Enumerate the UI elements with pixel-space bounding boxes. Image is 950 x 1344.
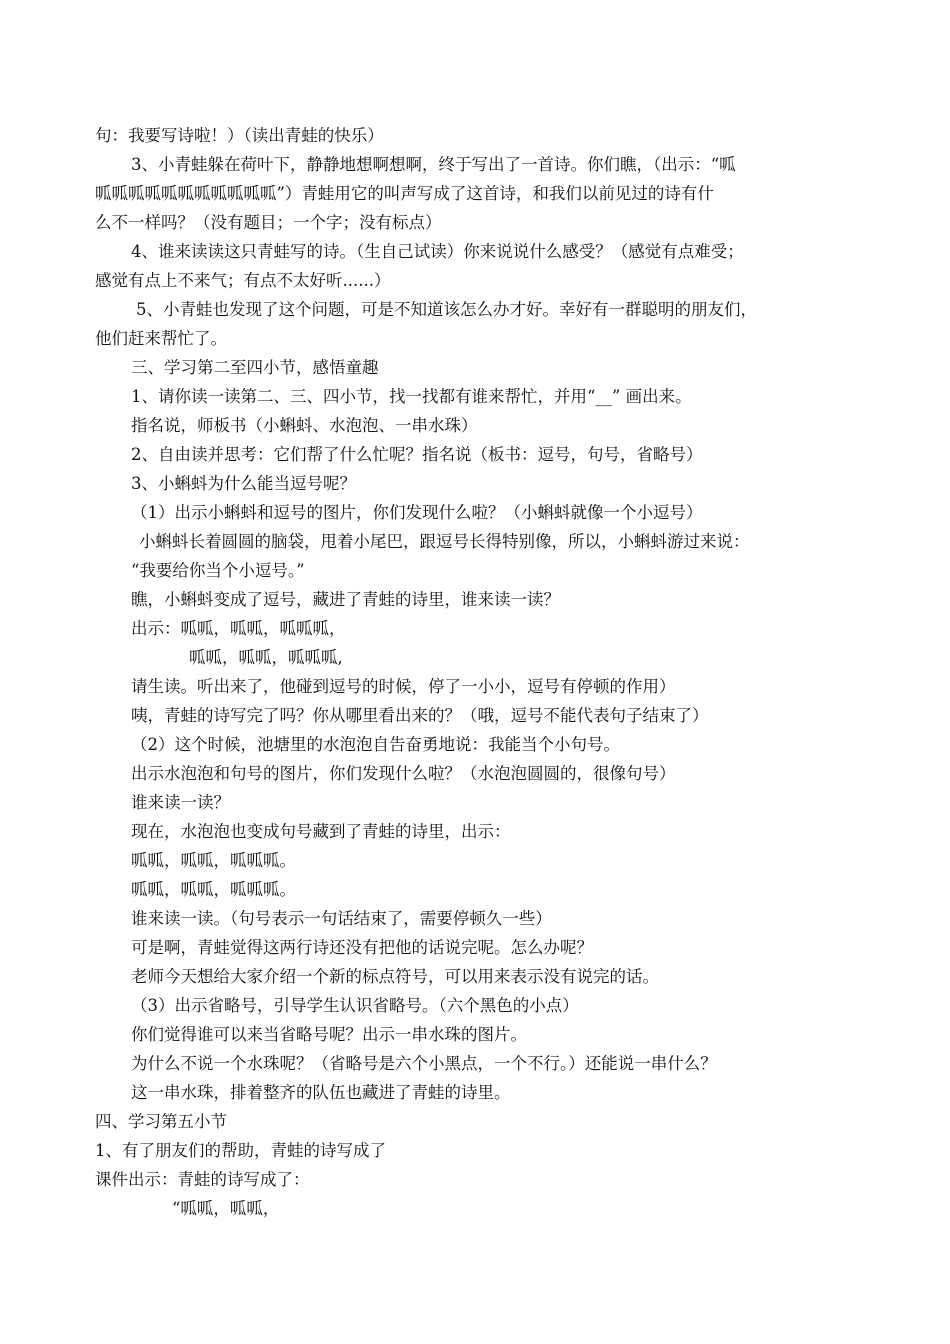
- text-line: 4、谁来读读这只青蛙写的诗。（生自己试读）你来说说什么感受？（感觉有点难受；: [131, 242, 744, 261]
- text-line: （1）出示小蝌蚪和逗号的图片，你们发现什么啦？（小蝌蚪就像一个小逗号）: [131, 503, 703, 522]
- text-line: 3、小蝌蚪为什么能当逗号呢？: [131, 474, 356, 493]
- text-line: 为什么不说一个水珠呢？（省略号是六个小黑点，一个不行。）还能说一串什么？: [131, 1054, 717, 1073]
- text-line: 这一串水珠，排着整齐的队伍也藏进了青蛙的诗里。: [131, 1083, 511, 1102]
- poem-line: 呱呱，呱呱，呱呱呱。: [131, 880, 296, 899]
- poem-line: 出示：呱呱，呱呱，呱呱呱，: [131, 619, 346, 638]
- poem-line: 呱呱，呱呱，呱呱呱,: [189, 648, 343, 667]
- text-line: 现在，水泡泡也变成句号藏到了青蛙的诗里，出示：: [131, 822, 511, 841]
- text-line: 谁来读一读？: [131, 793, 230, 812]
- text-line: 么不一样吗？（没有题目；一个字；没有标点）: [95, 213, 442, 232]
- text-line: 1、有了朋友们的帮助，青蛙的诗写成了: [95, 1141, 386, 1160]
- text-line: 可是啊，青蛙觉得这两行诗还没有把他的话说完呢。怎么办呢？: [131, 938, 593, 957]
- text-line: 指名说，师板书（小蝌蚪、水泡泡、一串水珠）: [131, 416, 478, 435]
- text-line: 呱呱呱呱呱呱呱呱呱呱呱”）青蛙用它的叫声写成了这首诗，和我们以前见过的诗有什: [95, 184, 714, 203]
- text-line: 咦，青蛙的诗写完了吗？你从哪里看出来的？（哦，逗号不能代表句子结束了）: [131, 706, 709, 725]
- text-line: 你们觉得谁可以来当省略号呢？出示一串水珠的图片。: [131, 1025, 527, 1044]
- text-line: 谁来读一读。（句号表示一句话结束了，需要停顿久一些）: [131, 909, 552, 928]
- poem-line: “呱呱，呱呱，: [172, 1199, 280, 1218]
- poem-line: 呱呱，呱呱，呱呱呱。: [131, 851, 296, 870]
- text-line: 3、小青蛙躲在荷叶下，静静地想啊想啊，终于写出了一首诗。你们瞧，（出示：“呱: [131, 155, 736, 174]
- text-line: 感觉有点上不来气；有点不太好听......）: [95, 271, 391, 290]
- text-line: 出示水泡泡和句号的图片，你们发现什么啦？（水泡泡圆圆的，很像句号）: [131, 764, 676, 783]
- text-line: 课件出示：青蛙的诗写成了：: [95, 1170, 310, 1189]
- section-heading: 四、学习第五小节: [95, 1112, 227, 1131]
- text-line: “我要给你当个小逗号。”: [131, 561, 305, 580]
- section-heading: 三、学习第二至四小节，感悟童趣: [131, 358, 379, 377]
- text-line: 句：我要写诗啦！）（读出青蛙的快乐）: [95, 126, 384, 145]
- text-line: （3）出示省略号，引导学生认识省略号。（六个黑色的小点）: [131, 996, 579, 1015]
- text-line: 请生读。听出来了，他碰到逗号的时候，停了一小小，逗号有停顿的作用）: [131, 677, 676, 696]
- text-line: 瞧，小蝌蚪变成了逗号，藏进了青蛙的诗里，谁来读一读？: [131, 590, 560, 609]
- text-line: 他们赶来帮忙了。: [95, 329, 227, 348]
- text-line: 1、请你读一读第二、三、四小节，找一找都有谁来帮忙，并用“__” 画出来。: [131, 387, 692, 406]
- text-line: 老师今天想给大家介绍一个新的标点符号，可以用来表示没有说完的话。: [131, 967, 659, 986]
- text-line: （2）这个时候，池塘里的水泡泡自告奋勇地说：我能当个小句号。: [131, 735, 620, 754]
- text-line: 2、自由读并思考：它们帮了什么忙呢？指名说（板书：逗号，句号，省略号）: [131, 445, 703, 464]
- text-line: 小蝌蚪长着圆圆的脑袋，甩着小尾巴，跟逗号长得特别像，所以，小蝌蚪游过来说：: [139, 532, 750, 551]
- text-line: 5、小青蛙也发现了这个问题，可是不知道该怎么办才好。幸好有一群聪明的朋友们，: [136, 300, 757, 319]
